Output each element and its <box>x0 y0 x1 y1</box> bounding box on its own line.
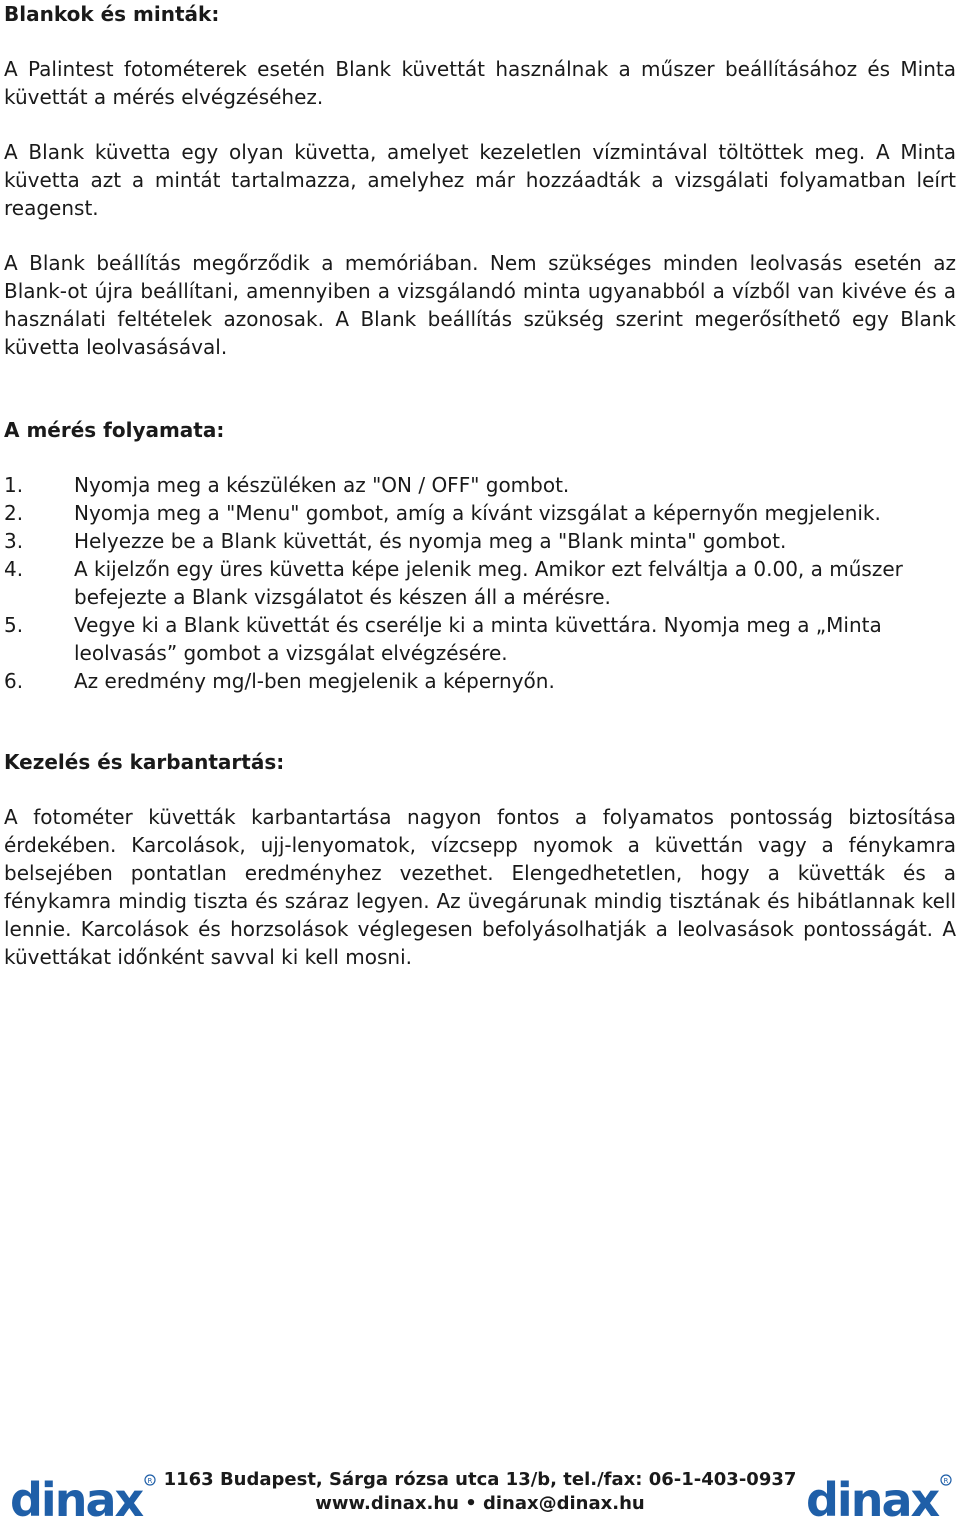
paragraph: A Blank küvetta egy olyan küvetta, amelyet kezeletlen vízmintával töltöttek meg. A Minta küvetta azt a mintát tartalmazza, amelyhez már hozzáadták a vizsgálati folyamatban leírt reagenst. <box>4 140 956 220</box>
step-number: 1. <box>4 473 24 497</box>
list-item <box>4 499 956 527</box>
footer-address: 1163 Budapest, Sárga rózsa utca 13/b, tel./fax: 06-1-403-0937 <box>163 1469 797 1490</box>
list-item <box>4 527 956 555</box>
page-footer <box>0 1462 960 1532</box>
step-text: Az eredmény mg/l-ben megjelenik a képernyőn. <box>74 669 555 693</box>
dinax-logo <box>804 1470 954 1526</box>
svg-text:R: R <box>943 1477 949 1485</box>
step-text: Vegye ki a Blank küvettát és cserélje ki a minta küvettára. Nyomja meg a „Minta leolvasás” gombot a vizsgálat elvégzésére. <box>74 613 882 665</box>
svg-text:dinax: dinax <box>806 1473 939 1526</box>
step-number: 5. <box>4 613 24 637</box>
step-text: Nyomja meg a "Menu" gombot, amíg a kívánt vizsgálat a képernyőn megjelenik. <box>74 501 881 525</box>
step-text: A kijelzőn egy üres küvetta képe jelenik meg. Amikor ezt felváltja a 0.00, a műszer befejezte a Blank vizsgálatot és készen áll a mérésre. <box>74 557 903 609</box>
svg-text:dinax: dinax <box>10 1473 143 1526</box>
step-number: 3. <box>4 529 24 553</box>
list-item <box>4 667 956 695</box>
svg-text:R: R <box>147 1477 153 1485</box>
section-heading-measurement: A mérés folyamata: <box>4 418 225 442</box>
paragraph: A fotométer küvetták karbantartása nagyon fontos a folyamatos pontosság biztosítása érdekében. Karcolások, ujj-lenyomatok, vízcsepp nyomok a küvettán vagy a fénykamra belsejében pontatlan eredményhez vezethet. Elengedhetetlen, hogy a küvetták és a fénykamra mindig tiszta és száraz legyen. Az üvegárunak mindig tisztának és hibátlannak kell lennie. Karcolások és horzsolások véglegesen befolyásolhatják a leolvasások pontosságát. A küvettákat időnként savval ki kell mosni. <box>4 805 956 969</box>
list-item <box>4 471 956 499</box>
step-text: Helyezze be a Blank küvettát, és nyomja meg a "Blank minta" gombot. <box>74 529 787 553</box>
steps-list <box>4 471 956 695</box>
paragraph: A Palintest fotométerek esetén Blank küvettát használnak a műszer beállításához és Minta küvettát a mérés elvégzéséhez. <box>4 57 956 109</box>
step-number: 2. <box>4 501 24 525</box>
section-heading-maintenance: Kezelés és karbantartás: <box>4 750 285 774</box>
step-number: 4. <box>4 557 24 581</box>
dinax-logo <box>8 1470 158 1526</box>
list-item <box>4 555 956 611</box>
list-item <box>4 611 956 667</box>
paragraph: A Blank beállítás megőrződik a memóriában. Nem szükséges minden leolvasás esetén az Blank-ot újra beállítani, amennyiben a vizsgálandó minta ugyanabból a vízből van kivéve és a használati feltételek azonosak. A Blank beállítás szükség szerint megerősíthető egy Blank küvetta leolvasásával. <box>4 251 956 359</box>
step-number: 6. <box>4 669 24 693</box>
step-text: Nyomja meg a készüléken az "ON / OFF" gombot. <box>74 473 570 497</box>
footer-contact <box>160 1468 800 1516</box>
section-heading-blank: Blankok és minták: <box>4 2 220 26</box>
footer-web: www.dinax.hu • dinax@dinax.hu <box>315 1493 645 1514</box>
